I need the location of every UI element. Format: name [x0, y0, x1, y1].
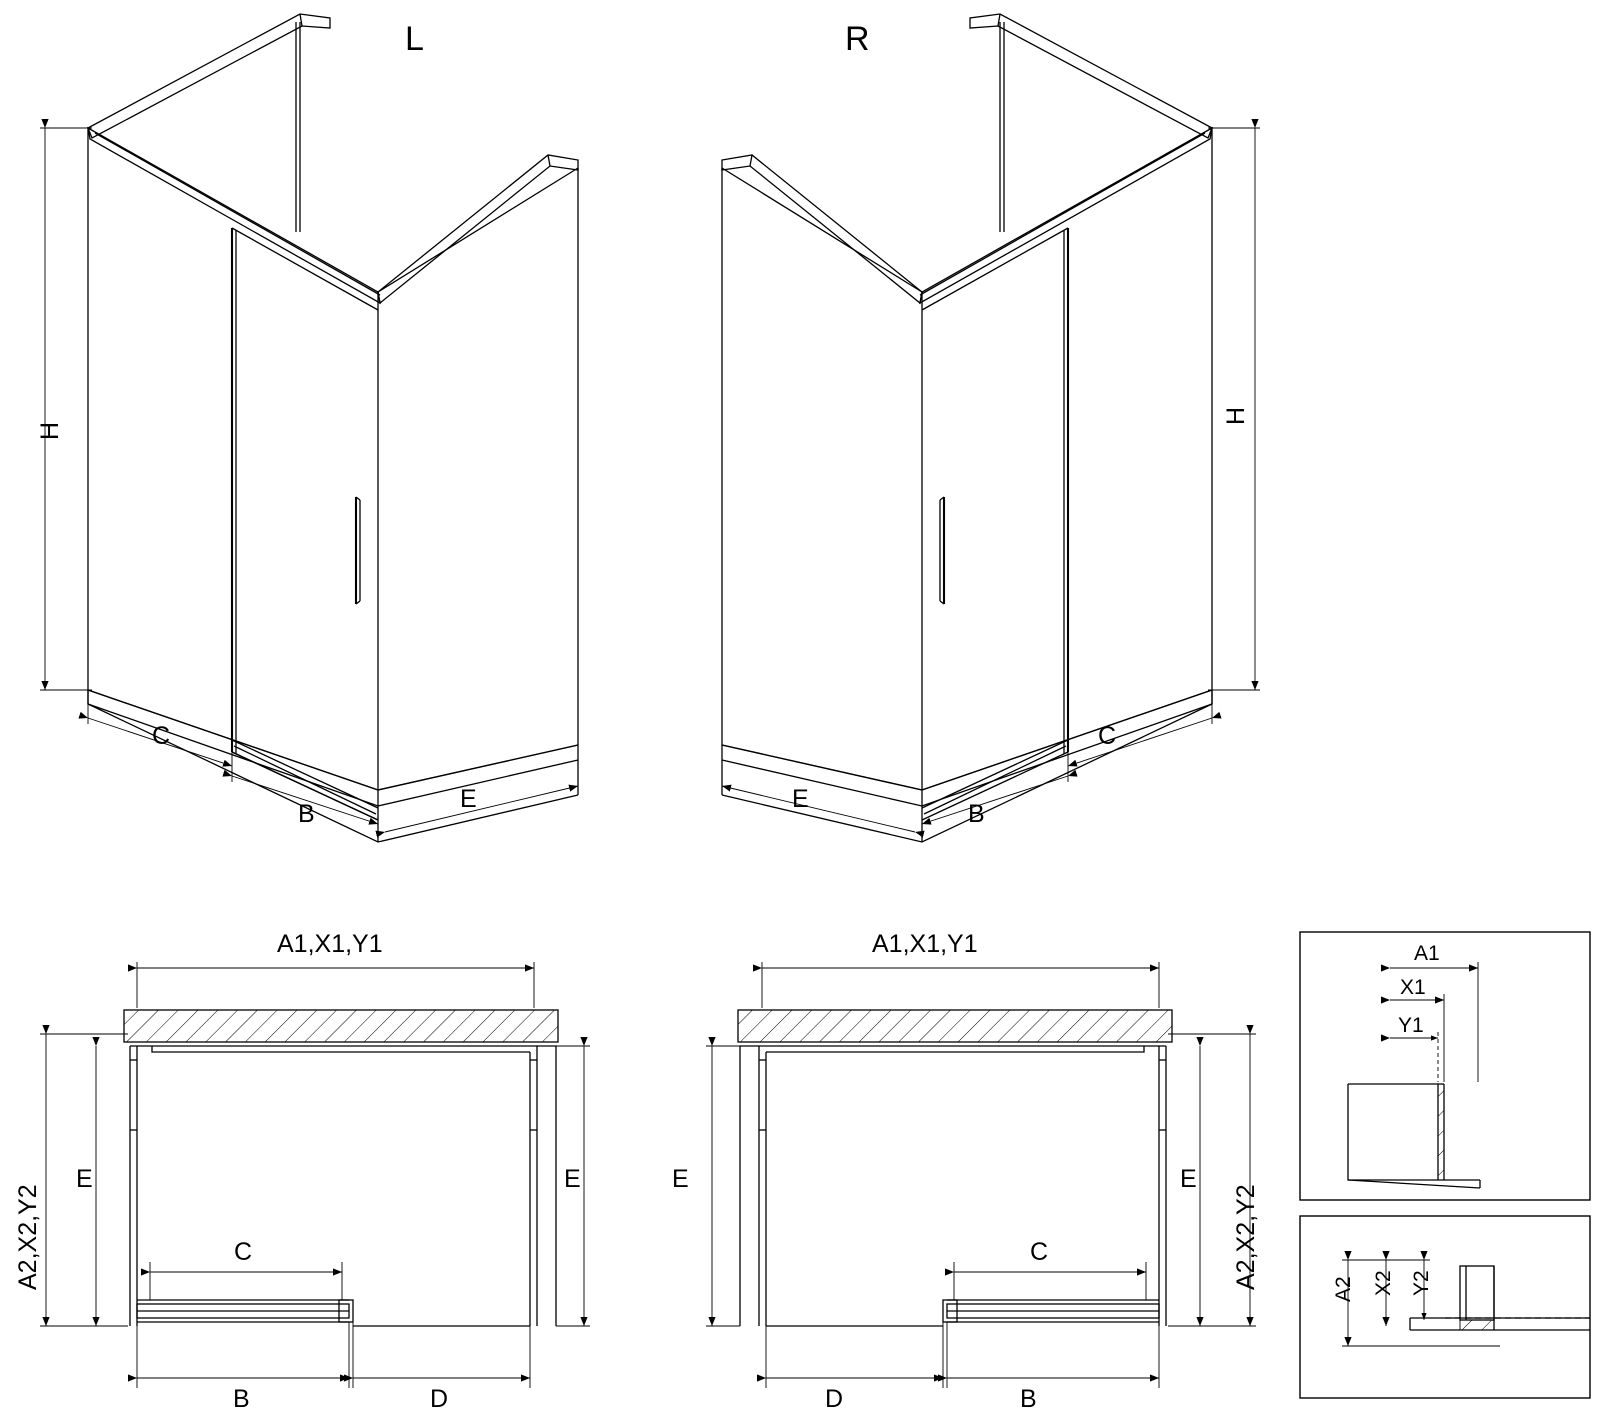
- plan-left-d-label: D: [430, 1385, 449, 1413]
- plan-right-d-label: D: [825, 1385, 844, 1413]
- iso-left-b-label: B: [298, 800, 315, 828]
- detail-y2-label: Y2: [1410, 1270, 1433, 1296]
- plan-left: [40, 962, 590, 1388]
- plan-left-b-label: B: [233, 1385, 250, 1413]
- iso-left-height-label: H: [36, 421, 64, 440]
- iso-left-e-label: E: [460, 785, 477, 813]
- iso-left-c-label: C: [152, 722, 171, 750]
- iso-right-height-label: H: [1222, 406, 1250, 425]
- detail-x2-label: X2: [1372, 1270, 1395, 1296]
- iso-right-c-label: C: [1098, 722, 1117, 750]
- iso-right-e-label: E: [792, 785, 809, 813]
- detail-a2-label: A2: [1332, 1276, 1355, 1302]
- plan-left-c-label: C: [234, 1238, 253, 1266]
- detail-top-right: [1300, 932, 1590, 1200]
- plan-right-b-label: B: [1020, 1385, 1037, 1413]
- iso-right-b-label: B: [968, 800, 985, 828]
- plan-right-top-dim-label: A1,X1,Y1: [872, 930, 978, 958]
- detail-y1-label: Y1: [1398, 1014, 1424, 1037]
- plan-right-e-left-label: E: [672, 1165, 689, 1193]
- view-title-right: R: [845, 20, 870, 58]
- plan-left-e-left-label: E: [76, 1165, 93, 1193]
- plan-left-side-dim-label: A2,X2,Y2: [14, 1184, 42, 1290]
- detail-x1-label: X1: [1400, 976, 1426, 999]
- plan-right-c-label: C: [1030, 1238, 1049, 1266]
- detail-a1-label: A1: [1414, 942, 1440, 965]
- iso-right-enclosure: [722, 14, 1260, 842]
- view-title-left: L: [405, 20, 424, 58]
- plan-right-e-right-label: E: [1180, 1165, 1197, 1193]
- iso-left-enclosure: [40, 14, 578, 842]
- plan-left-e-right-label: E: [564, 1165, 581, 1193]
- plan-left-top-dim-label: A1,X1,Y1: [277, 930, 383, 958]
- plan-right: [706, 962, 1256, 1388]
- plan-right-side-dim-label: A2,X2,Y2: [1232, 1184, 1260, 1290]
- detail-bottom-right: [1300, 1216, 1590, 1398]
